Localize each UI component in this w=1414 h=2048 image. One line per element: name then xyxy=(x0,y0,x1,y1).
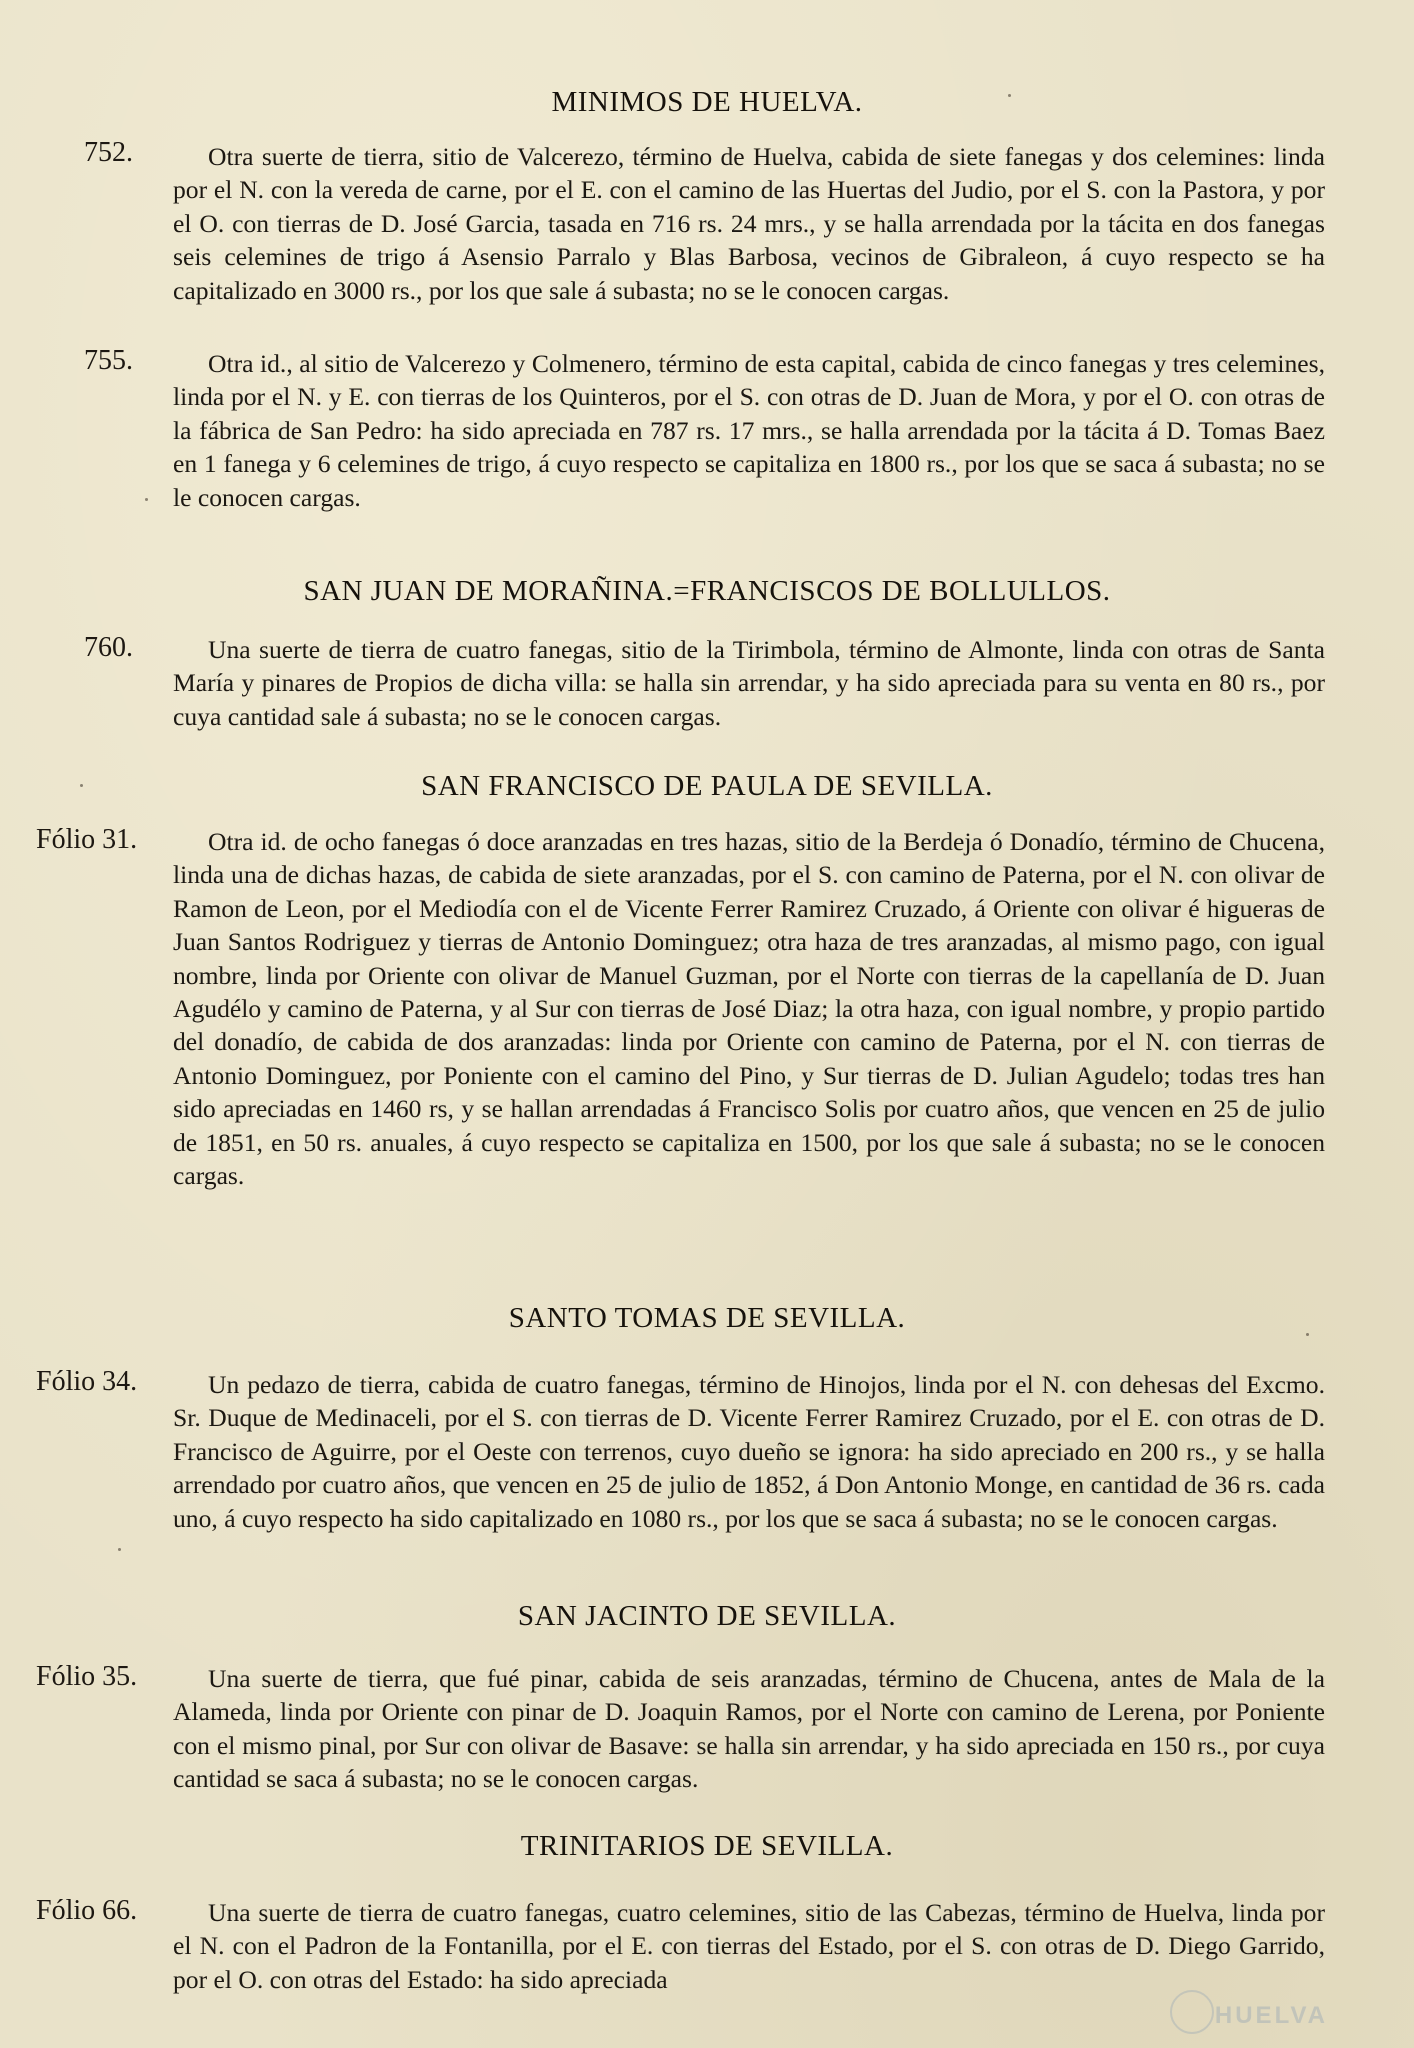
entry-text: Otra suerte de tierra, sitio de Valcerezo, término de Huelva, cabida de siete fanegas y dos celemines: linda por el N. con la vereda de carne, por el E. con el camino de las Huertas del Judio, por el S. con la Pastora, y por el O. con tierras de D. José Garcia, tasada en 716 rs. 24 mrs., y se halla arrendada por la tácita en dos fanegas seis celemines de trigo á Asensio Parralo y Blas Barbosa, vecinos de Gibraleon, á cuyo respecto se ha capitalizado en 3000 rs., por los que sale á subasta; no se le conocen cargas. xyxy=(173,142,1325,305)
entry-text: Una suerte de tierra de cuatro fanegas, sitio de la Tirimbola, término de Almonte, linda con otras de Santa María y pinares de Propios de dicha villa: se halla sin arrendar, y ha sido apreciada para su venta en 80 rs., por cuya cantidad sale á subasta; no se le conocen cargas. xyxy=(173,635,1325,731)
print-speck xyxy=(118,1548,121,1551)
section-heading-minimos-de-huelva: MINIMOS DE HUELVA. xyxy=(551,86,863,118)
folio-number: Fólio 35. xyxy=(36,1661,138,1692)
folio-number: 760. xyxy=(84,632,133,663)
print-speck xyxy=(80,784,83,787)
print-speck xyxy=(1306,1333,1309,1336)
section-heading-san-jacinto: SAN JACINTO DE SEVILLA. xyxy=(517,1600,897,1632)
folio-number: Fólio 66. xyxy=(36,1895,138,1926)
entry-text: Una suerte de tierra, que fué pinar, cabida de seis aranzadas, término de Chucena, antes de Mala de la Alameda, linda por Oriente con pinar de D. Joaquin Ramos, por el Norte con camino de Lerena, por Poniente con el mismo pinal, por Sur con olivar de Basave: se halla sin arrendar, y ha sido apreciada en 150 rs., por cuya cantidad se saca á subasta; no se le conocen cargas. xyxy=(173,1664,1325,1794)
section-heading-trinitarios: TRINITARIOS DE SEVILLA. xyxy=(520,1830,894,1862)
entry-text: Otra id., al sitio de Valcerezo y Colmenero, término de esta capital, cabida de cinco fanegas y tres celemines, linda por el N. y E. con tierras de los Quinteros, por el S. con otras de D. Juan de Mora, y por el O. con otras de la fábrica de San Pedro: ha sido apreciada en 787 rs. 17 mrs., se halla arrendada por la tácita á D. Tomas Baez en 1 fanega y 6 celemines de trigo, á cuyo respecto se capitaliza en 1800 rs., por los que se saca á subasta; no se le conocen cargas. xyxy=(173,349,1325,512)
entry-text: Una suerte de tierra de cuatro fanegas, cuatro celemines, sitio de las Cabezas, término de Huelva, linda por el N. con el Padron de la Fontanilla, por el E. con tierras del Estado, por el S. con otras de D. Diego Garrido, por el O. con otras del Estado: ha sido apreciada xyxy=(173,1898,1325,1994)
folio-number: 752. xyxy=(84,137,133,168)
entry-text: Otra id. de ocho fanegas ó doce aranzadas en tres hazas, sitio de la Berdeja ó Donadío, término de Chucena, linda una de dichas hazas, de cabida de siete aranzadas, por el S. con camino de Paterna, por el N. con olivar de Ramon de Leon, por el Mediodía con el de Vicente Ferrer Ramirez Cruzado, á Oriente con olivar é higueras de Juan Santos Rodriguez y tierras de Antonio Dominguez; otra haza de tres aranzadas, al mismo pago, con igual nombre, linda por Oriente con olivar de Manuel Guzman, por el Norte con tierras de la capellanía de D. Juan Agudélo y camino de Paterna, y al Sur con tierras de José Diaz; la otra haza, con igual nombre, y propio partido del donadío, de cabida de dos aranzadas: linda por Oriente con camino de Paterna, por el N. con tierras de Antonio Dominguez, por Poniente con el camino del Pino, y Sur tierras de D. Julian Agudelo; todas tres han sido apreciadas en 1460 rs, y se hallan arrendadas á Francisco Solis por cuatro años, que vencen en 25 de julio de 1851, en 50 rs. anuales, á cuyo respecto se capitaliza en 1500, por los que sale á subasta; no se le conocen cargas. xyxy=(173,827,1325,1191)
library-seal-stamp xyxy=(1170,1990,1214,2034)
library-watermark: HUELVA xyxy=(1214,2002,1328,2029)
section-heading-san-francisco-de-paula: SAN FRANCISCO DE PAULA DE SEVILLA. xyxy=(421,770,993,802)
folio-number: Fólio 31. xyxy=(36,824,138,855)
print-speck xyxy=(145,498,148,501)
print-speck xyxy=(1008,94,1011,97)
folio-number: 755. xyxy=(84,345,133,376)
section-heading-santo-tomas: SANTO TOMAS DE SEVILLA. xyxy=(508,1302,906,1334)
folio-number: Fólio 34. xyxy=(36,1366,138,1397)
section-heading-san-juan-de-moranina: SAN JUAN DE MORAÑINA.=FRANCISCOS DE BOLLULLOS. xyxy=(303,575,1111,607)
entry-text: Un pedazo de tierra, cabida de cuatro fanegas, término de Hinojos, linda por el N. con dehesas del Excmo. Sr. Duque de Medinaceli, por el S. con tierras de D. Vicente Ferrer Ramirez Cruzado, por el E. con otras de D. Francisco de Aguirre, por el Oeste con terrenos, cuyo dueño se ignora: ha sido apreciado en 200 rs., y se halla arrendado por cuatro años, que vencen en 25 de julio de 1852, á Don Antonio Monge, en cantidad de 36 rs. cada uno, á cuyo respecto ha sido capitalizado en 1080 rs., por los que se saca á subasta; no se le conocen cargas. xyxy=(173,1370,1325,1533)
